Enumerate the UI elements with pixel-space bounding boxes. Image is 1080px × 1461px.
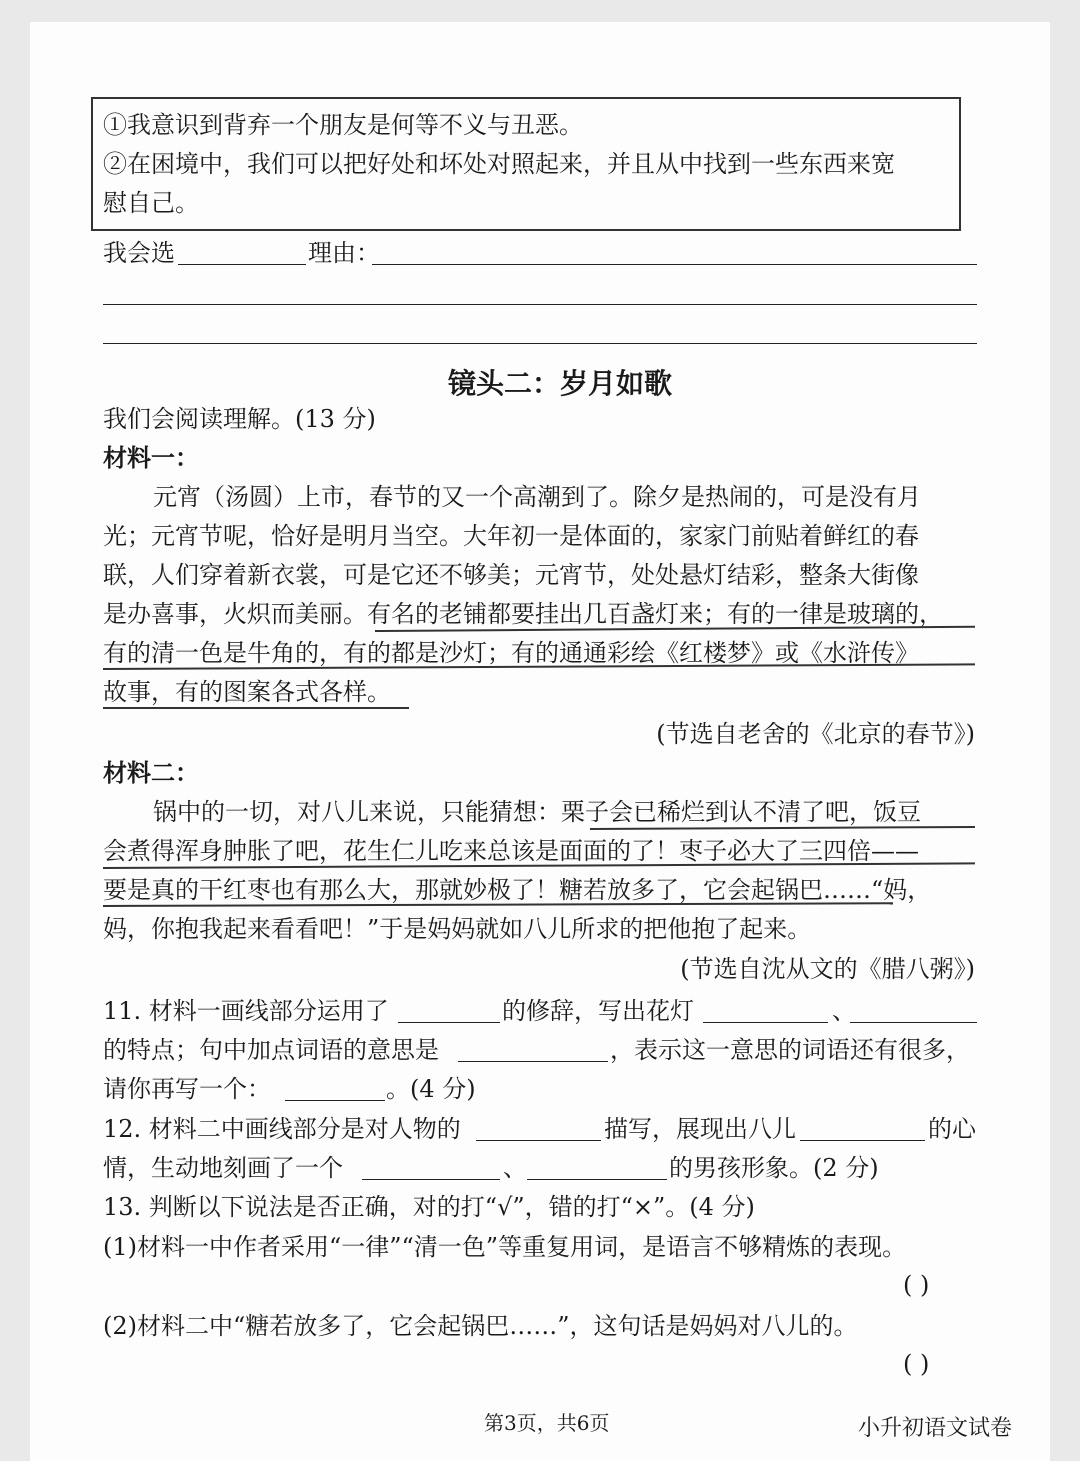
reason-line-3[interactable] [103,343,977,344]
option-2-line1: ②在困境中，我们可以把好处和坏处对照起来，并且从中找到一些东西来宽 [103,150,895,178]
material1-line: 是办喜事，火炽而美丽。有名的老铺都要挂出几百盏灯来；有的一律是玻璃的， [103,600,943,628]
material1-line: 光；元宵节呢，恰好是明月当空。大年初一是体面的，家家门前贴着鲜红的春 [103,522,919,550]
q12-text-b: 描写，展现出八儿 [604,1115,796,1143]
page-number: 第3页，共6页 [484,1411,610,1435]
choose-blank[interactable] [178,264,306,265]
q11-blank-rhetoric[interactable] [398,1022,500,1023]
material1-line: 元宵（汤圆）上市，春节的又一个高潮到了。除夕是热闹的，可是没有月 [153,483,921,511]
q11-text-a: 11. 材料一画线部分运用了 [103,997,389,1025]
q12-text-e: 、 [503,1154,527,1182]
material1-line: 有的清一色是牛角的，有的都是沙灯；有的通通彩绘《红楼梦》或《水浒传》 [103,639,919,667]
q11-text-e: ，表示这一意思的词语还有很多， [610,1036,970,1064]
handwritten-underline [103,707,409,709]
q11-text-b: 的修辞，写出花灯 [502,997,694,1025]
q12-text-c: 的心 [928,1115,976,1143]
reason-blank[interactable] [372,264,977,265]
q12-text-a: 12. 材料二中画线部分是对人物的 [103,1115,461,1143]
option-2-line2: 慰自己。 [103,189,199,217]
q13-answer-bracket-1[interactable]: ( ) [903,1271,930,1299]
reason-line-2[interactable] [103,304,977,305]
q13-item-2: (2)材料二中“糖若放多了，它会起锅巴……”，这句话是妈妈对八儿的。 [103,1312,858,1340]
material1-line: 联，人们穿着新衣裳，可是它还不够美；元宵节，处处悬灯结彩，整条大街像 [103,561,919,589]
q12-blank-description[interactable] [476,1140,601,1141]
choose-label: 我会选 [103,239,175,267]
q11-blank-meaning[interactable] [458,1061,608,1062]
material1-label: 材料一： [103,443,199,472]
q11-text-f: 请你再写一个： [103,1075,271,1103]
q12-blank-trait1[interactable] [362,1179,500,1180]
material2-line: 锅中的一切，对八儿来说，只能猜想：栗子会已稀烂到认不清了吧，饭豆 [153,798,921,826]
q13-item-1: (1)材料一中作者采用“一律”“清一色”等重复用词，是语言不够精炼的表现。 [103,1233,907,1261]
material2-line: 会煮得浑身肿胀了吧，花生仁儿吃来总该是面面的了！枣子必大了三四倍—— [103,837,919,865]
q12-text-f: 的男孩形象。(2 分) [669,1154,879,1182]
material1-source: (节选自老舍的《北京的春节》) [656,720,975,748]
q11-text-d: 的特点；句中加点词语的意思是 [103,1036,439,1064]
material2-source: (节选自沈从文的《腊八粥》) [680,955,975,983]
reason-label: 理由： [308,239,380,267]
q13-stem: 13. 判断以下说法是否正确，对的打“√”，错的打“×”。(4 分) [103,1193,755,1221]
section-title: 镜头二：岁月如歌 [448,367,673,400]
material2-label: 材料二： [103,758,199,787]
paper-title: 小升初语文试卷 [858,1416,1013,1441]
q12-text-d: 情，生动地刻画了一个 [103,1154,343,1182]
q11-blank-feature1[interactable] [703,1022,828,1023]
q11-blank-word[interactable] [285,1100,385,1101]
q11-text-c: 、 [832,997,856,1025]
option-1: ①我意识到背弃一个朋友是何等不义与丑恶。 [103,111,583,139]
q13-answer-bracket-2[interactable]: ( ) [903,1350,930,1378]
material1-line: 故事，有的图案各式各样。 [103,678,391,706]
q11-blank-feature2[interactable] [850,1022,977,1023]
q12-blank-mood[interactable] [800,1140,925,1141]
q11-text-g: 。(4 分) [386,1075,476,1103]
material2-line: 要是真的干红枣也有那么大，那就妙极了！糖若放多了，它会起锅巴……“妈， [103,876,932,904]
section-intro: 我们会阅读理解。(13 分) [103,405,376,433]
q12-blank-trait2[interactable] [527,1179,667,1180]
material2-line: 妈，你抱我起来看看吧！”于是妈妈就如八儿所求的把他抱了起来。 [103,915,812,943]
